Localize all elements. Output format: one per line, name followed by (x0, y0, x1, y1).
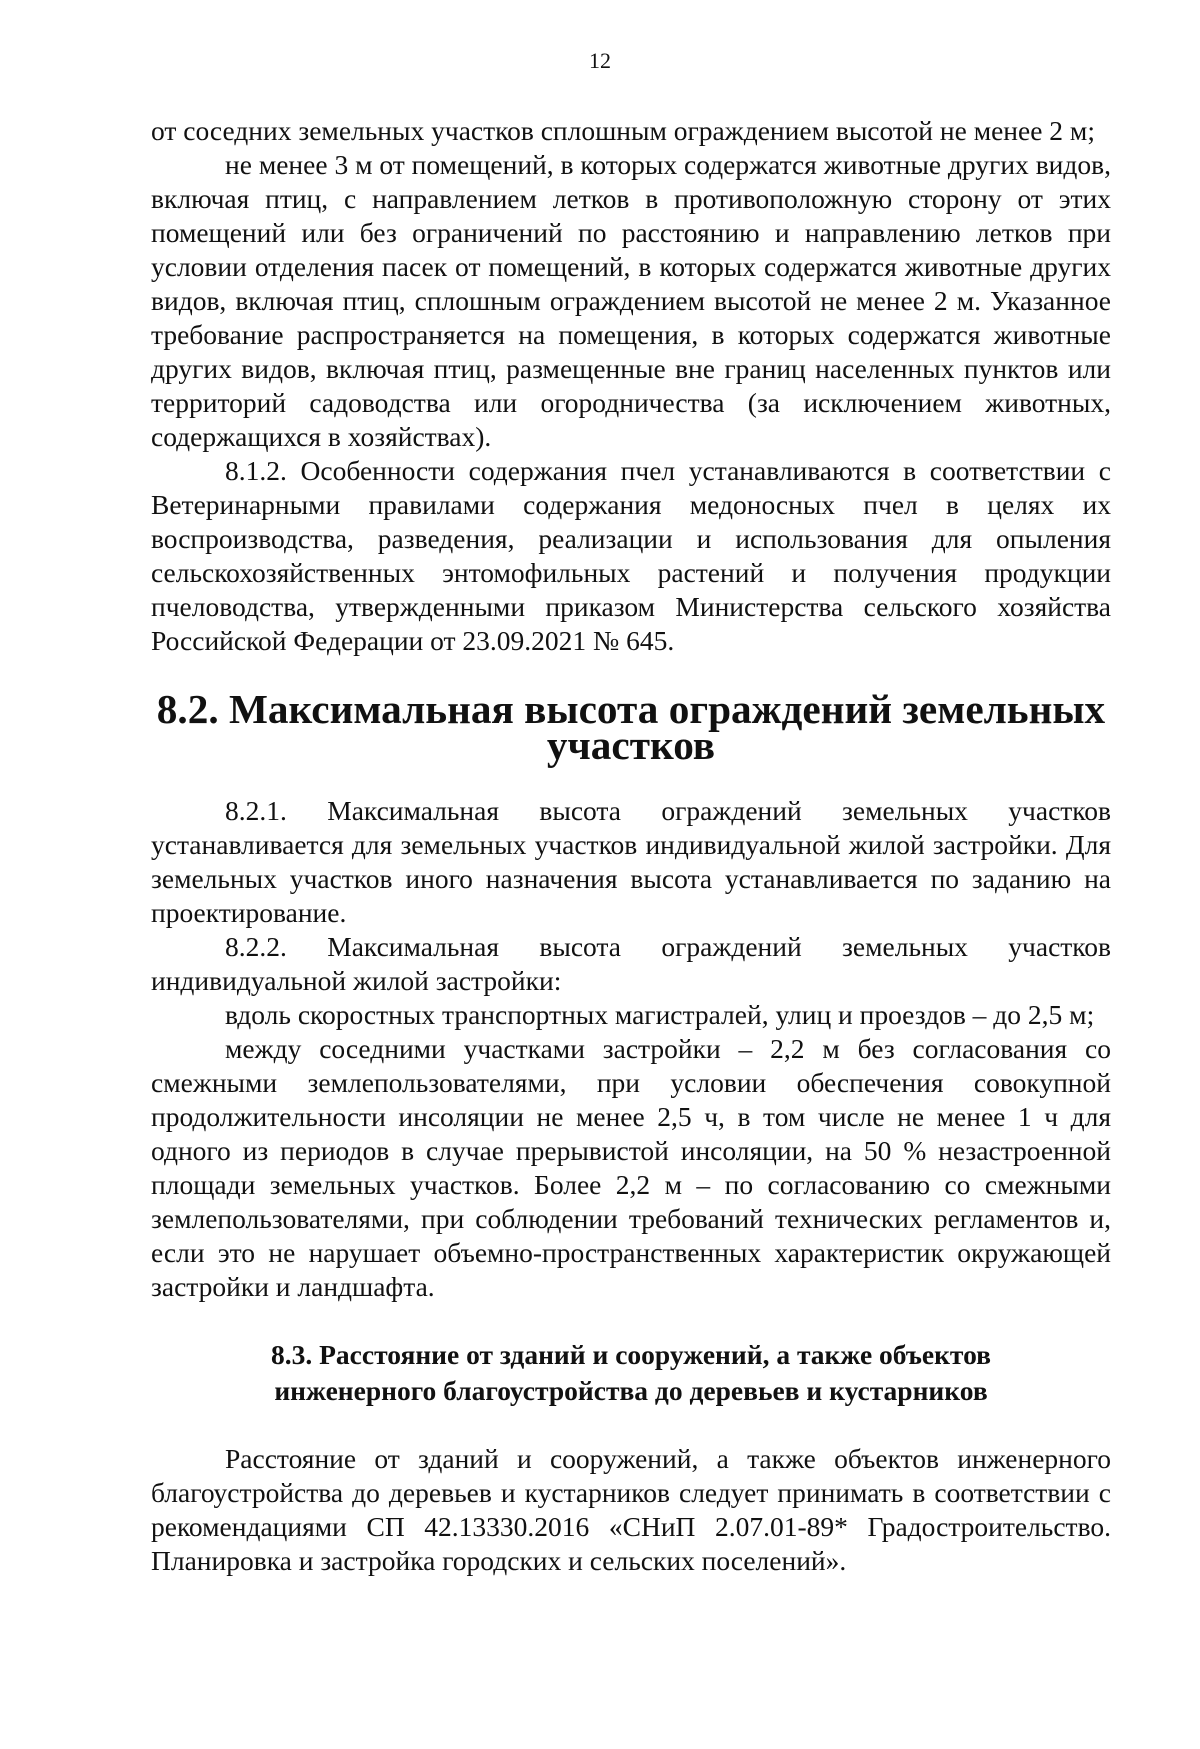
section-heading-8-3-line-2: инженерного благоустройства до деревьев и кустарников (274, 1375, 988, 1406)
paragraph-8-1-2: 8.1.2. Особенности содержания пчел устанавливаются в соответствии с Ветеринарными правилами содержания медоносных пчел в целях их воспроизводства, разведения, реализации и использования для опыления сельскохозяйственных энтомофильных растений и получения продукции пчеловодства, утвержденными приказом Министерства сельского хозяйства Российской Федерации от 23.09.2021 № 645. (151, 455, 1111, 656)
document-body (151, 114, 1111, 1578)
section-heading-8-3 (151, 1337, 1111, 1409)
section-heading-8-2: 8.2. Максимальная высота ограждений земельных участков (156, 686, 1106, 768)
page-number: 12 (589, 48, 611, 73)
paragraph-trees-distance: Расстояние от зданий и сооружений, а также объектов инженерного благоустройства до деревьев и кустарников следует принимать в соответствии с рекомендациями СП 42.13330.2016 «СНиП 2.07.01-89* Градостроительство. Планировка и застройка городских и сельских поселений». (151, 1443, 1111, 1576)
paragraph-between-plots: между соседними участками застройки – 2,2 м без согласования со смежными землепользователями, при условии обеспечения совокупной продолжительности инсоляции не менее 2,5 ч, в том числе не менее 1 ч для одного из периодов в случае прерывистой инсоляции, на 50 % незастроенной площади земельных участков. Более 2,2 м – по согласованию со смежными землепользователями, при соблюдении требований технических регламентов и, если это не нарушает объемно-пространственных характеристик окружающей застройки и ландшафта. (151, 1033, 1111, 1302)
paragraph-8-2-2: 8.2.2. Максимальная высота ограждений земельных участков индивидуальной жилой застройки: (151, 931, 1111, 996)
paragraph-8-2-1: 8.2.1. Максимальная высота ограждений земельных участков устанавливается для земельных участков индивидуальной жилой застройки. Для земельных участков иного назначения высота устанавливается по заданию на проектирование. (151, 795, 1111, 928)
paragraph-along-highways: вдоль скоростных транспортных магистралей, улиц и проездов – до 2,5 м; (225, 999, 1095, 1030)
paragraph-fence-neighbors: от соседних земельных участков сплошным ограждением высотой не менее 2 м; (151, 115, 1095, 146)
paragraph-distance-from-animals: не менее 3 м от помещений, в которых содержатся животные других видов, включая птиц, с направлением летков в противоположную сторону от этих помещений или без ограничений по расстоянию и направлению летков при условии отделения пасек от помещений, в которых содержатся животные других видов, включая птиц, сплошным ограждением высотой не менее 2 м. Указанное требование распространяется на помещения, в которых содержатся животные других видов, включая птиц, размещенные вне границ населенных пунктов или территорий садоводства или огородничества (за исключением животных, содержащихся в хозяйствах). (151, 149, 1111, 452)
section-heading-8-3-line-1: 8.3. Расстояние от зданий и сооружений, а также объектов (271, 1339, 991, 1370)
